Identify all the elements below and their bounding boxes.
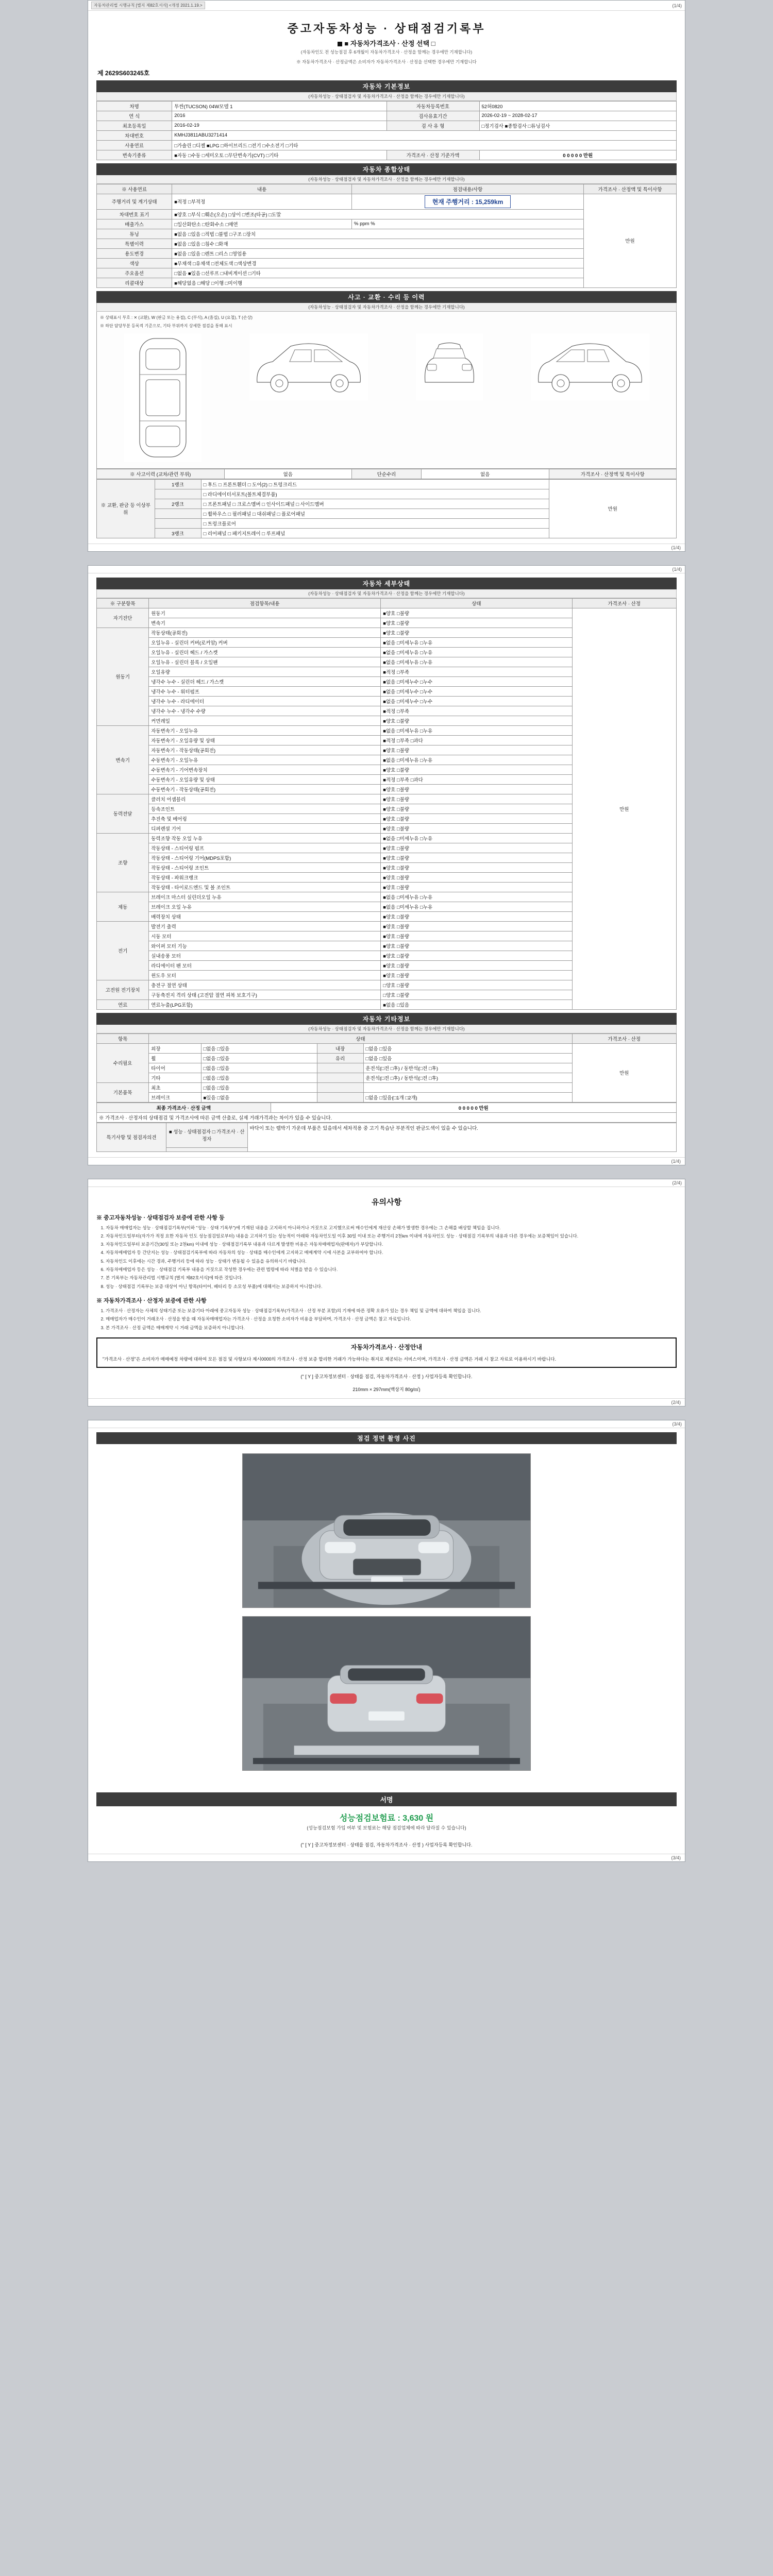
basic-value-1: 2016 (172, 111, 386, 121)
etc-item-b-state: □없음 □있음(□1개 □2개) (363, 1092, 572, 1102)
detail-item-label: 브레이크 마스터 실린더오일 누유 (149, 892, 381, 902)
detail-item-state: ■없음 □미세누유 □누유 (381, 902, 572, 911)
detail-item-label: 작동상태 - 타이로드엔드 및 볼 조인트 (149, 882, 381, 892)
detail-item-label: 수동변속기 - 오일유량 및 상태 (149, 774, 381, 784)
detail-item-state: ■양호 □불량 (381, 794, 572, 804)
table-row (97, 101, 677, 111)
declaration-text: "가격조사 · 산정"은 소비자가 매매예정 차량에 대하여 모든 점검 및 사항보다 제시0000의 가격조사 · 산정 보증 합리한 거래가 가능하다는 취지로 제공되는 서비스이며, 가격조사 · 산정 금액은 거래 시 참고 자료로 이용하시기 바랍니다. (103, 1357, 557, 1362)
overall-label-1: 차대번호 표기 (97, 209, 172, 219)
detail-item-label: 배력장치 상태 (149, 911, 381, 921)
etc-item-a: 휠 (149, 1053, 201, 1063)
page-2 (88, 565, 685, 1165)
detail-item-state: ■양호 □불량 (381, 745, 572, 755)
vehicle-rear-photo (242, 1616, 531, 1771)
rank-label-2: 2랭크 (155, 499, 201, 509)
detail-item-state: ■양호 □불량 (381, 618, 572, 628)
document-title: 중고자동차성능 · 상태점검기록부 (287, 22, 486, 35)
table-row (97, 469, 677, 479)
detail-item-state: ■양호 □불량 (381, 784, 572, 794)
basic-value2-0: 52허0820 (479, 101, 677, 111)
detail-state-table (96, 598, 677, 1010)
special-notes-label: 특기사항 및 점검자의견 (97, 1123, 166, 1151)
detail-item-state: ■없음 □미세누수 □누수 (381, 696, 572, 706)
detail-item-label: 오일누유 - 실린더 헤드 / 가스켓 (149, 647, 381, 657)
overall-content-6: ■무채색 □유채색 □전체도색 □색상변경 (172, 258, 584, 268)
detail-group-label: 고전원 전기장치 (97, 980, 149, 999)
notice-section-1-list (96, 1225, 677, 1291)
detail-item-label: 작동상태 - 스티어링 기어(MDPS포함) (149, 853, 381, 862)
list-item: 2. 매매업자가 매수인이 거래조사 · 산정을 받을 때 자동차매매업자는 가격조사 · 산정을 요청한 소비자가 비용을 부담하며, 가격조사 · 산정 금액은 참고 자료입니다. (106, 1316, 677, 1323)
basic-label-1: 연 식 (97, 111, 172, 121)
list-item: 1. 자동차 매매업자는 성능 · 상태점검기록부(이하 "성능 · 상태 기록부")에 기재된 내용을 고지하지 아니하거나 거짓으로 고지했으로써 매수인에게 재산상 손해가 발생한 경우에는 그 손해를 배상할 책임을 집니다. (106, 1225, 677, 1231)
table-row (97, 608, 677, 618)
etc-item-b: 내장 (317, 1043, 363, 1053)
section-overall-title: 자동차 종합상태 (96, 163, 677, 175)
etc-item-b-state: □없음 □있음 (363, 1053, 572, 1063)
detail-col-0: ※ 구분항목 (97, 598, 149, 608)
rank-items-2: □ 프론트패널 □ 크로스멤버 □ 인사이드패널 □ 사이드멤버 (201, 499, 549, 509)
basic-label-5: 변속기종류 (97, 150, 172, 160)
detail-item-label: 오일누유 - 실린더 커버(로커암) 커버 (149, 637, 381, 647)
etc-item-a-state: □없음 □있음 (201, 1053, 317, 1063)
rank-label-3 (155, 509, 201, 518)
overall-content-3: ■없음 □있음 □적법 □불법 □구조 □장치 (172, 229, 584, 239)
detail-item-state: ■적정 □부족 □과다 (381, 735, 572, 745)
detail-group-label: 동력전달 (97, 794, 149, 833)
etc-header-row (97, 1033, 677, 1043)
detail-group-label: 조향 (97, 833, 149, 892)
document-note-2: ※ 자동차가격조사 · 산정금액은 소비자가 자동차가격조사 · 산정을 선택한 경우에만 기재합니다 (296, 59, 477, 64)
etc-item-a-state: □없음 □있음 (201, 1082, 317, 1092)
detail-item-state: ■적정 □부족 □과다 (381, 774, 572, 784)
simple-repair-value: 없음 (422, 469, 549, 479)
page-4-tag: (3/4) (672, 1421, 682, 1427)
detail-item-state: ■양호 □불량 (381, 862, 572, 872)
etc-col-0: 항목 (97, 1033, 149, 1043)
list-item: 5. 자동차인도 이후에는 시간 경과, 주행거리 등에 따라 성능 · 상태가 변동될 수 있음을 유의하시기 바랍니다. (106, 1258, 677, 1265)
detail-item-label: 커먼레일 (149, 716, 381, 725)
parts-price-value: 만원 (549, 479, 677, 538)
total-price-note: ※ 가격조사 · 산정자의 상태점검 및 가격조사에 따른 금액 산출로, 실제 거래가격과는 차이가 있을 수 있습니다. (97, 1112, 677, 1122)
etc-group-label: 기본품목 (97, 1082, 149, 1102)
overall-content-4: ■없음 □있음 □침수 □화재 (172, 239, 584, 248)
table-row (97, 140, 677, 150)
declaration-title: 자동차가격조사 · 산정안내 (350, 1343, 423, 1351)
detail-item-label: 자동변속기 - 오일유량 및 상태 (149, 735, 381, 745)
detail-item-state: ■양호 □불량 (381, 628, 572, 637)
detail-item-state: ■양호 □불량 (381, 804, 572, 814)
detail-item-state: ■양호 □불량 (381, 716, 572, 725)
rank-items-0: □ 후드 □ 프론트휀더 □ 도어(2) □ 트렁크리드 (201, 479, 549, 489)
overall-label-6: 색상 (97, 258, 172, 268)
vehicle-front-photo (242, 1453, 531, 1608)
basic-value2-2: □정기검사 ■종합검사 □튜닝검사 (479, 121, 677, 130)
section-etc-title: 자동차 기타정보 (96, 1013, 677, 1025)
detail-item-label: 실내송풍 모터 (149, 951, 381, 960)
detail-item-state: ■양호 □불량 (381, 882, 572, 892)
basic-label2-1: 검사유효기간 (386, 111, 479, 121)
detail-item-state: ■없음 □미세누유 □누유 (381, 892, 572, 902)
detail-item-state: ■양호 □불량 (381, 853, 572, 862)
detail-table-body (97, 608, 677, 1009)
page-2-footer: (1/4) (88, 1157, 685, 1165)
notice-section-1-title: ※ 중고자동차성능 · 상태점검자 보증에 관한 사항 등 (96, 1214, 225, 1221)
detail-item-state: ■적정 □부족 (381, 667, 572, 676)
detail-price-note: 만원 (572, 608, 677, 1009)
list-item: 3. 본 가격조사 · 산정 금액은 매매계약 시 거래 금액을 보증하지 아니합니다. (106, 1325, 677, 1331)
notice-bottom-1: (" [ Y ] 중고차정보센터 · 상태를 점검, 자동차가격조사 · 산정 ) 사업자등록 확인합니다. (300, 1374, 473, 1380)
document-subtitle: ■ 자동차가격조사 · 산정 선택 □ (96, 38, 677, 48)
etc-item-b-state: 운전석(□전 □후) / 동반석(□전 □후) (363, 1073, 572, 1082)
detail-group-label: 원동기 (97, 628, 149, 725)
rank-label-1 (155, 489, 201, 499)
page-4-body (88, 1428, 685, 1854)
etc-item-b-state (363, 1082, 572, 1092)
list-item: 7. 본 기록부는 자동차관리법 시행규칙 [별지 제82호서식]에 따른 것입니다. (106, 1275, 677, 1281)
page-3-footer: (2/4) (88, 1398, 685, 1406)
overall-price-note: 만원 (584, 194, 677, 287)
section-detail-title: 자동차 세부상태 (96, 578, 677, 589)
rank-items-1: □ 라디에이터서포트(볼트체결부품) (201, 489, 549, 499)
inspection-insurance-fee-note: (성능점검보험 가입 여부 및 보험료는 해당 점검업체에 따라 달라질 수 있습니다) (307, 1825, 466, 1831)
detail-item-state: ■양호 □불량 (381, 970, 572, 980)
detail-item-label: 수동변속기 - 작동상태(공회전) (149, 784, 381, 794)
etc-table (96, 1033, 677, 1103)
notice-section-2-title: ※ 자동차가격조사 · 산정자 보증에 관한 사항 (96, 1298, 207, 1304)
detail-item-label: 연료누출(LPG포함) (149, 999, 381, 1009)
detail-item-label: 클러치 어셈블리 (149, 794, 381, 804)
basic-label-3: 차대번호 (97, 130, 172, 140)
detail-item-state: □양호 □불량 (381, 980, 572, 990)
overall-content-7: □없음 ■있음 □선루프 □내비게이션 □기타 (172, 268, 584, 278)
overall-content-0: ■적정 □부적정 (172, 194, 352, 209)
accident-history-value: 없음 (224, 469, 352, 479)
detail-item-state: ■양호 □불량 (381, 960, 572, 970)
detail-item-state: ■없음 □미세누유 □누유 (381, 725, 572, 735)
diagram-legend-2: ※ 하단 담당부분 등록적 기준으로, 기타 부위까지 상세한 점검을 통해 표시 (100, 323, 232, 328)
filled-square-icon (338, 42, 342, 46)
accident-price-label: 가격조사 · 산정액 및 특이사항 (549, 469, 677, 479)
basic-label2-0: 자동차등록번호 (386, 101, 479, 111)
detail-item-label: 작동상태 - 스티어링 펌프 (149, 843, 381, 853)
overall-label-5: 용도변경 (97, 248, 172, 258)
table-row (97, 194, 677, 209)
diagram-legend-1: ※ 상태표시 부호 : ✕ (교환), W (판금 또는 용접), C (부식), A (흠집), U (요철), T (손상) (100, 315, 253, 320)
document-note-1: (자동차인도 전 성능점검 후 6개월이 자동차가격조사 · 산정을 함께는 경우에만 기재합니다) (300, 49, 473, 55)
total-price-table (96, 1103, 677, 1123)
page-3-tag: (2/4) (672, 1180, 682, 1185)
list-item: 3. 자동차인도일부터 보증기간(30일 또는 2천km) 이내에 성능 · 상태점검기록부 내용과 다르게 발생한 비용은 자동차매매업자(판매자)가 부담합니다. (106, 1241, 677, 1248)
page-4-bottom-note: (" [ Y ] 중고차정보센터 · 상태를 점검, 자동차가격조사 · 산정 ) 사업자등록 확인합니다. (300, 1842, 473, 1848)
page-4 (88, 1420, 685, 1862)
basic-info-table (96, 101, 677, 160)
table-row (97, 1103, 677, 1112)
detail-item-label: 추진축 및 베어링 (149, 814, 381, 823)
car-diagram-row (100, 331, 673, 465)
detail-item-state: ■없음 □미세누유 □누유 (381, 647, 572, 657)
basic-label-0: 차명 (97, 101, 172, 111)
detail-item-state: ■양호 □불량 (381, 608, 572, 618)
detail-item-label: 와이퍼 모터 기능 (149, 941, 381, 951)
accident-history-label: ※ 사고이력 (교차/관련 부위) (97, 469, 225, 479)
detail-item-state: ■양호 □불량 (381, 814, 572, 823)
section-basic-title: 자동차 기본정보 (96, 80, 677, 92)
basic-value-2: 2016-02-19 (172, 121, 386, 130)
overall-table (96, 184, 677, 288)
page-2-body (88, 573, 685, 1157)
detail-item-label: 냉각수 누수 - 실린더 헤드 / 가스켓 (149, 676, 381, 686)
etc-item-b-state: 운전석(□전 □후) / 동반석(□전 □후) (363, 1063, 572, 1073)
detail-col-3: 가격조사 · 산정 (572, 598, 677, 608)
detail-item-label: 냉각수 누수 - 라디에이터 (149, 696, 381, 706)
section-basic-subtitle: (자동차성능 · 상태점검자 및 자동차가격조사 · 산정을 함께는 경우에만 기재합니다) (96, 92, 677, 101)
basic-value2-1: 2026-02-19 ~ 2028-02-17 (479, 111, 677, 121)
overall-label-2: 배출가스 (97, 219, 172, 229)
section-detail-subtitle: (자동차성능 · 상태점검자 및 자동차가격조사 · 산정을 함께는 경우에만 기재합니다) (96, 589, 677, 598)
etc-item-a-state: □없음 □있음 (201, 1043, 317, 1053)
table-row (97, 130, 677, 140)
section-photos-title: 점검 정면 촬영 사진 (96, 1432, 677, 1444)
rank-items-4: □ 트렁크플로어 (201, 518, 549, 528)
total-price-value: 0 0 0 0 0 만원 (271, 1103, 677, 1112)
document-number: 제 2629S603245호 (97, 69, 150, 77)
rank-label-5: 3랭크 (155, 528, 201, 538)
list-item: 8. 성능 · 상태점검 기록부는 보증 대상이 아닌 항목(타이어, 배터리 등 소모성 부품)에 대해서는 보증하지 아니합니다. (106, 1283, 677, 1290)
detail-item-label: 냉각수 누수 - 워터펌프 (149, 686, 381, 696)
page-1-footer: (1/4) (88, 544, 685, 551)
detail-item-label: 자동변속기 - 오일누유 (149, 725, 381, 735)
total-price-label: 최종 가격조사 · 산정 금액 (97, 1103, 271, 1112)
page-4-top-strip (88, 1420, 685, 1428)
etc-item-b-state: □없음 □있음 (363, 1043, 572, 1053)
detail-item-label: 윈도우 모터 (149, 970, 381, 980)
etc-item-a-state: □없음 □있음 (201, 1073, 317, 1082)
special-notes-blank (166, 1148, 248, 1151)
overall-content-2: □일산화탄소 □탄화수소 □매연 (172, 219, 352, 229)
overall-col-1: 내용 (172, 184, 352, 194)
detail-item-state: ■양호 □불량 (381, 931, 572, 941)
table-row (97, 150, 677, 160)
etc-group-label: 수리필요 (97, 1043, 149, 1082)
price-survey-declaration (96, 1337, 677, 1368)
etc-item-a-state: □없음 □있음 (201, 1063, 317, 1073)
parts-section-label: ※ 교환, 판금 등 이상부위 (97, 479, 155, 538)
overall-col-3: 가격조사 · 산정액 및 특이사항 (584, 184, 677, 194)
detail-item-label: 등속조인트 (149, 804, 381, 814)
table-row (97, 1123, 677, 1148)
page-3-top-strip (88, 1179, 685, 1187)
detail-header-row (97, 598, 677, 608)
list-item: 2. 자동차인도일부터(자가가 적정 요한 자동차 인도 성능점검일로부터) 내용을 고지하기 있는 성능적이 아래와 자동차인도일 이후 30일 이내 또는 주행거리 2천km 이내에 자동차인도 성능 · 상태점검 기록부의 내용과 다른 경우에는 보증책임이 있습니다. (106, 1233, 677, 1240)
page-2-tag: (1/4) (672, 566, 682, 572)
basic-value2-5: 0 0 0 0 0 만원 (479, 150, 677, 160)
etc-item-a: 브레이크 (149, 1092, 201, 1102)
detail-item-state: ■없음 □미세누유 □누유 (381, 833, 572, 843)
detail-item-state: □양호 □불량 (381, 990, 572, 999)
page-2-top-strip (88, 566, 685, 573)
inspection-insurance-fee: 성능점검보험료 : 3,630 원 (339, 1814, 434, 1823)
etc-item-b: 유리 (317, 1053, 363, 1063)
detail-item-label: 변속기 (149, 618, 381, 628)
rank-items-5: □ 리어패널 □ 패키지트레이 □ 루프패널 (201, 528, 549, 538)
detail-item-state: ■양호 □불량 (381, 765, 572, 774)
detail-item-state: ■없음 □미세누유 □누유 (381, 637, 572, 647)
detail-col-2: 상태 (381, 598, 572, 608)
list-item: 6. 자동차매매업자 등은 성능 · 상태점검 기록부 내용을 거짓으로 작성한 경우에는 관련 법령에 따라 처벌을 받을 수 있습니다. (106, 1266, 677, 1273)
basic-label2-5: 가격조사 · 산정 기준가액 (386, 150, 479, 160)
detail-item-state: ■양호 □불량 (381, 823, 572, 833)
detail-item-state: ■없음 □있음 (381, 999, 572, 1009)
etc-table-body (97, 1043, 677, 1102)
detail-item-state: ■양호 □불량 (381, 921, 572, 931)
detail-item-state: ■양호 □불량 (381, 941, 572, 951)
detail-item-label: 구동축전지 격리 상태 (고전압 절연 피복 보호기구) (149, 990, 381, 999)
basic-value-3: KMHJ3811ABU3271414 (172, 130, 677, 140)
overall-content-1: ■양호 □부식 □훼손(오손) □상이 □변조(타공) □도말 (172, 209, 584, 219)
detail-item-label: 자동변속기 - 작동상태(공회전) (149, 745, 381, 755)
overall-label-4: 특별이력 (97, 239, 172, 248)
detail-item-label: 작동상태 - 파워크랭크 (149, 872, 381, 882)
detail-item-label: 수동변속기 - 기어변속장치 (149, 765, 381, 774)
detail-item-label: 수동변속기 - 오일누유 (149, 755, 381, 765)
detail-col-1: 점검항목/내용 (149, 598, 381, 608)
notice-title: 유의사항 (372, 1197, 401, 1207)
overall-detail-0: 현재 주행거리 : 15,259km (352, 194, 584, 209)
detail-item-state: ■양호 □불량 (381, 951, 572, 960)
etc-item-a: 타이어 (149, 1063, 201, 1073)
detail-item-label: 오일누유 - 실린더 블록 / 오일팬 (149, 657, 381, 667)
table-row (97, 1112, 677, 1122)
list-item: 1. 가격조사 · 산정자는 사체의 상태기준 또는 보증기타 아래에 중고자동차 성능 · 상태점검기록부(가격조사 · 산정 부분 포함)의 기재에 따른 정확 오류가 있는 경우 책임 및 금액에 대하여 책임을 집니다. (106, 1308, 677, 1314)
detail-item-label: 충전구 절연 상태 (149, 980, 381, 990)
table-row (97, 479, 677, 489)
etc-item-a-state: ■있음 □없음 (201, 1092, 317, 1102)
basic-value-0: 투싼(TUCSON) 04W모델 1 (172, 101, 386, 111)
detail-item-label: 시동 모터 (149, 931, 381, 941)
rank-label-0: 1랭크 (155, 479, 201, 489)
rank-label-4 (155, 518, 201, 528)
accident-summary-table (96, 469, 677, 479)
detail-item-label: 작동상태(공회전) (149, 628, 381, 637)
rank-items-3: □ 휠하우스 □ 필러패널 □ 대쉬패널 □ 플로어패널 (201, 509, 549, 518)
car-left-side-view-icon (249, 333, 368, 400)
notice-body (88, 1187, 685, 1398)
page-1 (88, 0, 685, 552)
detail-item-label: 원동기 (149, 608, 381, 618)
overall-content-8: ■해당없음 □해당 □이행 □미이행 (172, 278, 584, 287)
section-overall-subtitle: (자동차성능 · 상태점검자 및 자동차가격조사 · 산정을 함께는 경우에만 기재합니다) (96, 175, 677, 184)
basic-label-2: 최초등록일 (97, 121, 172, 130)
overall-label-3: 튜닝 (97, 229, 172, 239)
detail-item-state: ■없음 □미세누수 □누수 (381, 686, 572, 696)
damage-diagram-area (96, 312, 677, 469)
section-accident-subtitle: (자동차성능 · 상태점검자 및 자동차가격조사 · 산정을 함께는 경우에만 기재합니다) (96, 303, 677, 312)
etc-col-2: 가격조사 · 산정 (572, 1033, 677, 1043)
notice-bottom-2: 210mm × 297mm(백상지 80g/㎡) (352, 1386, 421, 1392)
page-1-top-strip (88, 1, 685, 11)
detail-item-label: 냉각수 누수 - 냉각수 수량 (149, 706, 381, 716)
etc-col-1: 상태 (149, 1033, 572, 1043)
etc-item-b (317, 1073, 363, 1082)
overall-label-0: 주행거리 및 계기상태 (97, 194, 172, 209)
etc-item-a: 최초 (149, 1082, 201, 1092)
overall-label-7: 주요옵션 (97, 268, 172, 278)
notice-section-2-list (96, 1308, 677, 1331)
page-3 (88, 1179, 685, 1406)
detail-group-label: 제동 (97, 892, 149, 921)
replaced-parts-table (96, 479, 677, 538)
detail-item-state: ■양호 □불량 (381, 911, 572, 921)
detail-item-label: 디퍼렌셜 기어 (149, 823, 381, 833)
overall-detail-2: % ppm % (352, 219, 584, 229)
basic-label2-2: 검 사 유 형 (386, 121, 479, 130)
detail-item-label: 브레이크 오일 누유 (149, 902, 381, 911)
car-rear-view-icon (416, 333, 483, 400)
basic-value-4: □가솔린 □디젤 ■LPG □하이브리드 □전기 □수소전기 □기타 (172, 140, 677, 150)
section-etc-subtitle: (자동차성능 · 상태점검자 및 자동차가격조사 · 산정을 함께는 경우에만 기재합니다) (96, 1025, 677, 1033)
detail-group-label: 변속기 (97, 725, 149, 794)
detail-item-state: ■없음 □미세누유 □누유 (381, 755, 572, 765)
detail-item-state: ■양호 □불량 (381, 872, 572, 882)
page-1-body (88, 11, 685, 544)
detail-item-state: ■적정 □부족 (381, 706, 572, 716)
detail-item-label: 동력조향 작동 오일 누유 (149, 833, 381, 843)
basic-value-5: ■자동 □수동 □세미오토 □무단변속기(CVT) □기타 (172, 150, 386, 160)
detail-group-label: 연료 (97, 999, 149, 1009)
etc-item-a: 기타 (149, 1073, 201, 1082)
car-top-view-icon (124, 333, 201, 462)
detail-item-state: ■양호 □불량 (381, 843, 572, 853)
etc-item-b (317, 1082, 363, 1092)
detail-item-state: ■없음 □미세누유 □누유 (381, 657, 572, 667)
special-notes-mode: ■ 성능 · 상태점검자 □ 가격조사 · 산정자 (166, 1123, 248, 1148)
etc-item-b (317, 1092, 363, 1102)
page-1-tag: (1/4) (672, 3, 682, 8)
photo-gallery (96, 1444, 677, 1788)
etc-item-a: 외장 (149, 1043, 201, 1053)
overall-content-5: ■없음 □있음 □렌트 □리스 □영업용 (172, 248, 584, 258)
detail-item-label: 작동상태 - 스티어링 조인트 (149, 862, 381, 872)
list-item: 4. 자동차매매업자 등 간단지는 성능 · 상태점검기록부에 따라 자동차의 성능 · 상태를 매수인에게 고지하고 매매계약 시에 사본을 교부하여야 합니다. (106, 1249, 677, 1256)
overall-header-row (97, 184, 677, 194)
signature-section-title: 서명 (96, 1792, 677, 1806)
form-legal-header: 자동차관리법 시행규칙 [별지 제82호서식] <개정 2021.1.19.> (91, 2, 205, 9)
table-row (97, 1043, 677, 1053)
section-accident-title: 사고 · 교환 · 수리 등 이력 (96, 291, 677, 303)
table-row (97, 111, 677, 121)
detail-item-label: 발전기 출력 (149, 921, 381, 931)
basic-label-4: 사용연료 (97, 140, 172, 150)
car-right-side-view-icon (531, 333, 649, 400)
table-row (97, 121, 677, 130)
detail-item-label: 오일유량 (149, 667, 381, 676)
special-notes-text: 바닥이 또는 랩박기 가운데 부품은 있을데서 세차적용 중 고기 특습난 부분적인 판금도색이 있을 수 있습니다. (247, 1123, 677, 1151)
overall-col-0: ※ 사용연료 (97, 184, 172, 194)
page-4-footer: (3/4) (88, 1854, 685, 1861)
detail-group-label: 전기 (97, 921, 149, 980)
etc-price-note: 만원 (572, 1043, 677, 1102)
detail-item-label: 라디에이터 팬 모터 (149, 960, 381, 970)
etc-item-b (317, 1063, 363, 1073)
overall-col-2: 점검내용/사항 (352, 184, 584, 194)
detail-group-label: 자기진단 (97, 608, 149, 628)
special-notes-table (96, 1123, 677, 1152)
simple-repair-label: 단순수리 (352, 469, 422, 479)
detail-item-state: ■없음 □미세누수 □누수 (381, 676, 572, 686)
overall-label-8: 리콜대상 (97, 278, 172, 287)
